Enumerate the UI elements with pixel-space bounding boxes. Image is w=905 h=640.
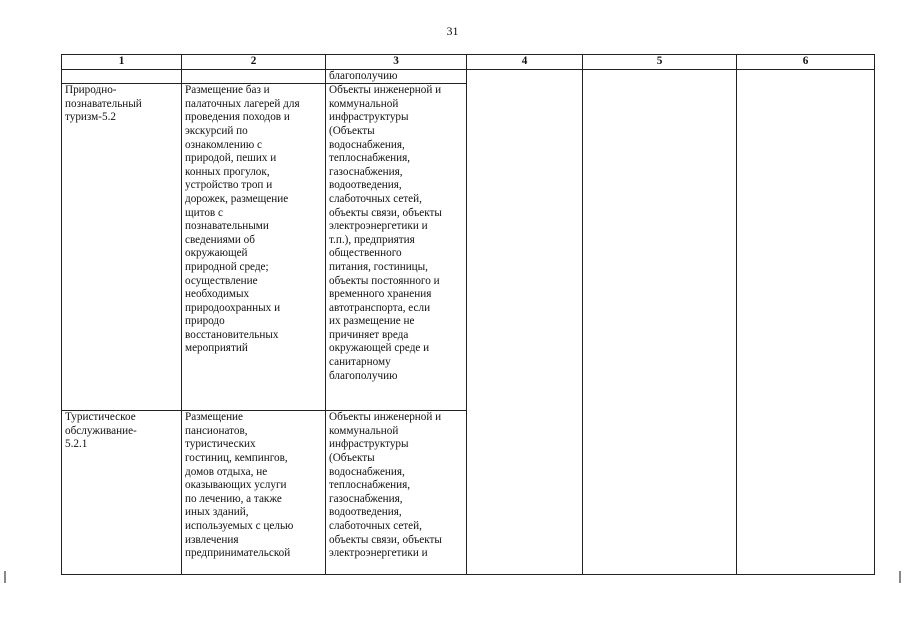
table-header-row [62, 55, 875, 70]
cell-use-type [62, 411, 182, 575]
cell-text: Природно- познавательный туризм-5.2 [65, 84, 142, 124]
cell-text: Размещение пансионатов, туристических гостиниц, кемпингов, домов отдыха, не оказывающих услуги по лечению, а также иных зданий, используемых с целью извлечения предпринимательской [185, 411, 294, 560]
cell-use-description [182, 411, 326, 575]
zoning-table [61, 54, 875, 575]
cell-text: Объекты инженерной и коммунальной инфраструктуры (Объекты водоснабжения, теплоснабжения, газоснабжения, водоотведения, слаботочных сетей, объекты связи, объекты электроэнергетики и [329, 411, 442, 560]
cell-continuation-col3 [326, 69, 467, 84]
cell-text: Объекты инженерной и коммунальной инфраструктуры (Объекты водоснабжения, теплоснабжения, газоснабжения, водоотведения, слаботочных сетей, объекты связи, объекты электроэнергетики и т.п.), предприятия общественного питания, гостиницы, объекты постоянного и временного хранения автотранспорта, если их размещение не причиняет вреда окружающей среде и санитарному благополучию [329, 84, 442, 382]
cell-continuation-col2 [182, 69, 326, 84]
column-header-5: 5 [583, 55, 737, 70]
cell-col6-empty [737, 69, 875, 575]
scan-edge-mark-right [899, 571, 901, 583]
cell-text: Размещение баз и палаточных лагерей для проведения походов и экскурсий по ознакомлению с природой, пеших и конных прогулок, устройство троп и дорожек, размещение щитов с познавательными сведениями об окружающей природной среде; осуществление необходимых природоохранных и природо восстановительных мероприятий [185, 84, 300, 355]
column-header-2: 2 [182, 55, 326, 70]
cell-col5-empty [583, 69, 737, 575]
scan-edge-mark-left [4, 571, 6, 583]
cell-continuation-col1 [62, 69, 182, 84]
cell-auxiliary-objects [326, 84, 467, 411]
column-header-6: 6 [737, 55, 875, 70]
cell-auxiliary-objects [326, 411, 467, 575]
cell-use-description [182, 84, 326, 411]
cell-col4-empty [467, 69, 583, 575]
column-header-1: 1 [62, 55, 182, 70]
cell-use-type [62, 84, 182, 411]
page-number: 31 [446, 24, 459, 38]
table-row-continuation [62, 69, 875, 84]
cell-text: благополучию [329, 69, 398, 82]
cell-text: Туристическое обслуживание- 5.2.1 [65, 411, 137, 451]
column-header-4: 4 [467, 55, 583, 70]
column-header-3: 3 [326, 55, 467, 70]
